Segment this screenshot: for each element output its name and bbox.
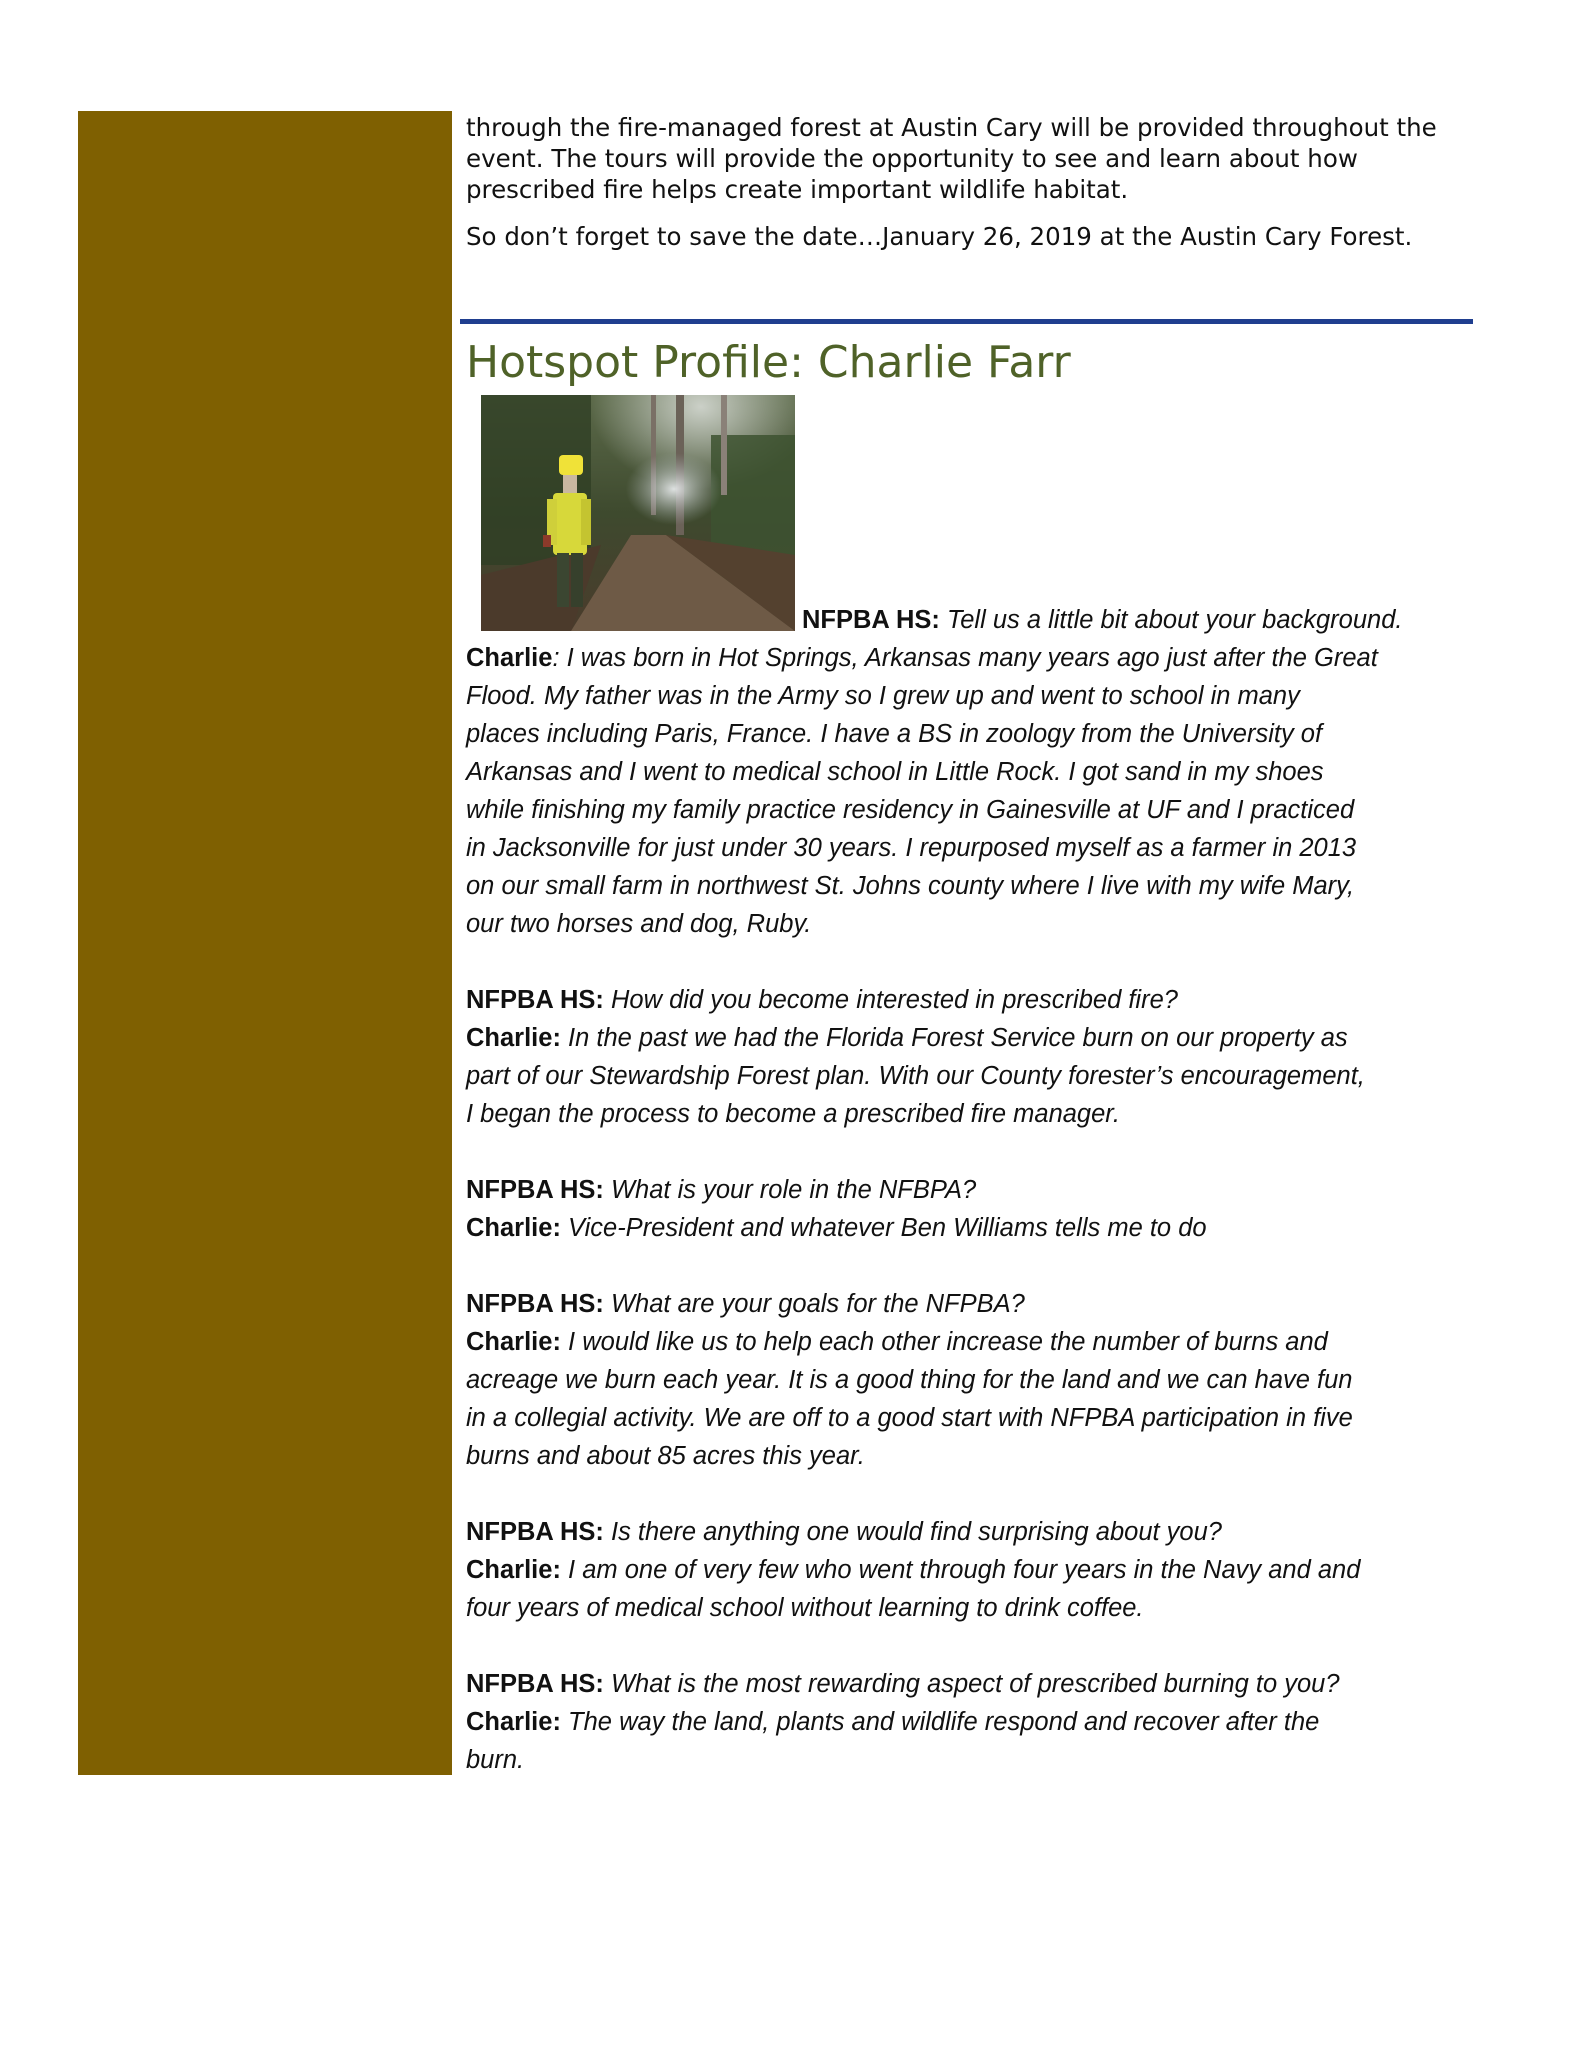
answer-line xyxy=(466,715,1486,753)
question-text: Is there anything one would find surprising about you? xyxy=(610,1518,1222,1546)
answer-line xyxy=(466,1551,1486,1589)
spacer xyxy=(466,943,1486,981)
answer-text: part of our Stewardship Forest plan. With our County forester’s encouragement, xyxy=(466,1062,1365,1090)
speaker-label: Charlie: xyxy=(466,1024,561,1052)
answer-text: In the past we had the Florida Forest Service burn on our property as xyxy=(568,1024,1348,1052)
answer-line xyxy=(466,1589,1486,1627)
answer-line xyxy=(466,1437,1486,1475)
interviewer-label: NFPBA HS: xyxy=(466,1518,604,1546)
question-line xyxy=(466,981,1486,1019)
answer-line xyxy=(466,791,1486,829)
answer-line xyxy=(466,1361,1486,1399)
answer-text: I began the process to become a prescribed fire manager. xyxy=(466,1100,1120,1128)
answer-line xyxy=(466,639,1486,677)
interviewer-label: NFPBA HS: xyxy=(466,1290,604,1318)
answer-line xyxy=(466,1095,1486,1133)
question-line xyxy=(466,1285,1486,1323)
question-line xyxy=(466,1665,1486,1703)
answer-line xyxy=(466,829,1486,867)
answer-text: while finishing my family practice residency in Gainesville at UF and I practiced xyxy=(466,796,1355,824)
answer-text: in a collegial activity. We are off to a good start with NFPBA participation in five xyxy=(466,1404,1353,1432)
answer-line xyxy=(466,1057,1486,1095)
answer-text: I would like us to help each other increase the number of burns and xyxy=(568,1328,1328,1356)
spacer xyxy=(466,1247,1486,1285)
spacer xyxy=(466,1475,1486,1513)
profile-photo xyxy=(481,395,795,631)
answer-text: Flood. My father was in the Army so I grew up and went to school in many xyxy=(466,682,1300,710)
interviewer-label: NFPBA HS: xyxy=(466,986,604,1014)
question-text: Tell us a little bit about your background. xyxy=(946,606,1403,634)
answer-text: Arkansas and I went to medical school in Little Rock. I got sand in my shoes xyxy=(466,758,1324,786)
answer-text: our two horses and dog, Ruby. xyxy=(466,910,812,938)
answer-line xyxy=(466,1399,1486,1437)
answer-text: Vice-President and whatever Ben Williams tells me to do xyxy=(568,1214,1207,1242)
interviewer-label: NFPBA HS: xyxy=(466,1670,604,1698)
answer-line xyxy=(466,753,1486,791)
spacer xyxy=(466,1627,1486,1665)
answer-line xyxy=(466,677,1486,715)
answer-text: places including Paris, France. I have a BS in zoology from the University of xyxy=(466,720,1323,748)
answer-line xyxy=(466,905,1486,943)
speaker-label: Charlie: xyxy=(466,1708,561,1736)
answer-text: four years of medical school without learning to drink coffee. xyxy=(466,1594,1144,1622)
answer-text: The way the land, plants and wildlife respond and recover after the xyxy=(568,1708,1320,1736)
section-title: Hotspot Profile: Charlie Farr xyxy=(466,337,1071,388)
question-line xyxy=(466,1171,1486,1209)
interviewer-label: NFPBA HS: xyxy=(466,1176,604,1204)
answer-text: acreage we burn each year. It is a good thing for the land and we can have fun xyxy=(466,1366,1353,1394)
speaker-label: Charlie xyxy=(466,644,553,672)
answer-line xyxy=(466,1703,1486,1741)
section-divider xyxy=(460,319,1473,324)
answer-line xyxy=(466,1741,1486,1779)
answer-line xyxy=(466,1019,1486,1057)
answer-text: I am one of very few who went through four years in the Navy and and xyxy=(568,1556,1361,1584)
question-text: What is the most rewarding aspect of prescribed burning to you? xyxy=(610,1670,1340,1698)
intro-paragraph-tours: through the fire-managed forest at Austin Cary will be provided throughout the event. The tours will provide the opportunity to see and learn about how prescribed fire helps create important wildlife habitat. xyxy=(466,113,1437,204)
speaker-label: Charlie: xyxy=(466,1556,561,1584)
intro-paragraph-save-the-date: So don’t forget to save the date…January 26, 2019 at the Austin Cary Forest. xyxy=(466,222,1413,251)
question-text: What are your goals for the NFPBA? xyxy=(610,1290,1025,1318)
intro-text xyxy=(466,112,1480,252)
sidebar-color-bar xyxy=(78,111,452,1775)
answer-text: burns and about 85 acres this year. xyxy=(466,1442,865,1470)
question-text: What is your role in the NFBPA? xyxy=(610,1176,977,1204)
answer-line xyxy=(466,1323,1486,1361)
answer-text: in Jacksonville for just under 30 years. I repurposed myself as a farmer in 2013 xyxy=(466,834,1357,862)
speaker-label: Charlie: xyxy=(466,1214,561,1242)
question-text: How did you become interested in prescribed fire? xyxy=(610,986,1178,1014)
question-line xyxy=(466,601,1486,639)
answer-text: : I was born in Hot Springs, Arkansas many years ago just after the Great xyxy=(552,644,1378,672)
question-line xyxy=(466,1513,1486,1551)
answer-line xyxy=(466,1209,1486,1247)
answer-text: burn. xyxy=(466,1746,525,1774)
spacer xyxy=(466,1133,1486,1171)
speaker-label: Charlie: xyxy=(466,1328,561,1356)
answer-text: on our small farm in northwest St. Johns county where I live with my wife Mary, xyxy=(466,872,1355,900)
interview-qa xyxy=(466,601,1486,1779)
answer-line xyxy=(466,867,1486,905)
interviewer-label: NFPBA HS: xyxy=(802,606,940,634)
